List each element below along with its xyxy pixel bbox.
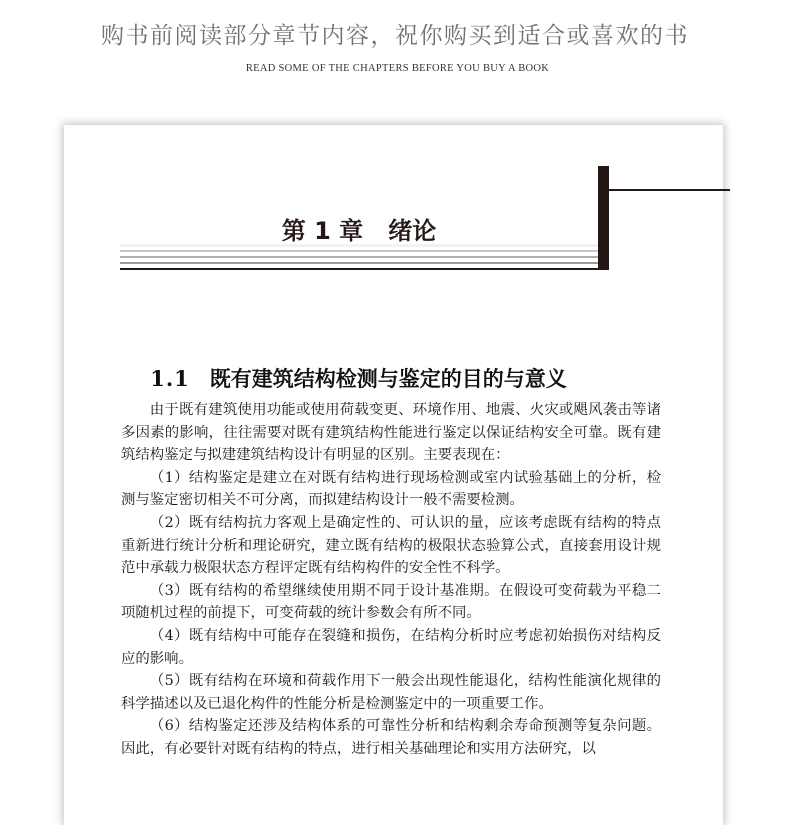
- paragraph-item-3: （3）既有结构的希望继续使用期不同于设计基准期。在假设可变荷载为平稳二项随机过程的前提下，可变荷载的统计参数会有所不同。: [121, 582, 661, 622]
- chapter-title: 第 1 章 绪论: [281, 217, 437, 245]
- book-page: [64, 125, 723, 825]
- chapter-horizontal-line: [609, 189, 730, 191]
- paragraph-intro: 由于既有建筑使用功能或使用荷载变更、环境作用、地震、火灾或飓风袭击等诸多因素的影响，往往需要对既有建筑结构性能进行鉴定以保证结构安全可靠。既有建筑结构鉴定与拟建建筑结构设计有明显的区别。主要表现在：: [121, 402, 661, 464]
- paragraph-item-4: （4）既有结构中可能存在裂缝和损伤，在结构分析时应考虑初始损伤对结构反应的影响。: [121, 627, 661, 667]
- chapter-vertical-bar: [598, 166, 609, 270]
- paragraph-item-6: （6）结构鉴定还涉及结构体系的可靠性分析和结构剩余寿命预测等复杂问题。因此，有必要针对既有结构的特点，进行相关基础理论和实用方法研究，以: [121, 718, 661, 757]
- paragraph-item-2: （2）既有结构抗力客观上是确定性的、可认识的量，应该考虑既有结构的特点重新进行统计分析和理论研究，建立既有结构的极限状态验算公式，直接套用设计规范中承载力极限状态方程评定既有结构构件的安全性不科学。: [121, 514, 661, 577]
- banner-title-chinese: 购书前阅读部分章节内容，祝你购买到适合或喜欢的书: [101, 23, 689, 49]
- chapter-rule-5: [120, 268, 598, 270]
- section-number: 1.1: [150, 366, 190, 391]
- section-title: 既有建筑结构检测与鉴定的目的与意义: [209, 366, 567, 391]
- paragraph-item-1: （1）结构鉴定是建立在对既有结构进行现场检测或室内试验基础上的分析，检测与鉴定密切相关不可分离，而拟建结构设计一般不需要检测。: [121, 469, 661, 509]
- banner-title-english: READ SOME OF THE CHAPTERS BEFORE YOU BUY A BOOK: [245, 63, 550, 74]
- body-text: [121, 399, 661, 761]
- paragraph-item-5: （5）既有结构在环境和荷载作用下一般会出现性能退化，结构性能演化规律的科学描述以及已退化构件的性能分析是检测鉴定中的一项重要工作。: [121, 673, 661, 712]
- chapter-rule-2: [120, 250, 598, 252]
- chapter-rule-4: [120, 262, 598, 264]
- chapter-rule-3: [120, 256, 598, 258]
